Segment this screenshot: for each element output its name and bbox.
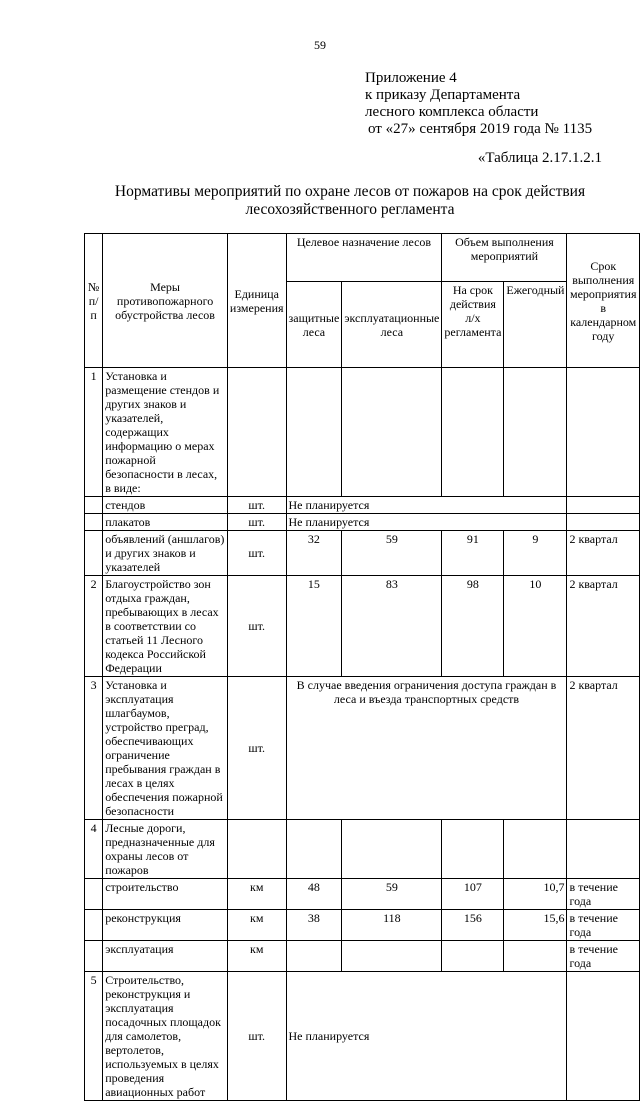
row-num: 2	[85, 576, 103, 677]
header-measures: Меры противопожарного обустройства лесов	[103, 234, 228, 368]
row-note: Не планируется	[286, 514, 567, 531]
row-note: Не планируется	[286, 972, 567, 1101]
heading-line: лесохозяйственного регламента	[245, 201, 455, 218]
row-note: Не планируется	[286, 497, 567, 514]
row-num: 5	[85, 972, 103, 1101]
row-total: 91	[442, 531, 504, 576]
row-deadline: в течение года	[567, 879, 640, 910]
row-exploitation: 118	[342, 910, 442, 941]
row-total: 156	[442, 910, 504, 941]
row-deadline: в течение года	[567, 910, 640, 941]
row-unit: шт.	[227, 677, 286, 820]
header-protective: защитные леса	[286, 282, 342, 368]
row-name: эксплуатация	[103, 941, 228, 972]
table-row	[85, 576, 640, 677]
row-protective: 32	[286, 531, 342, 576]
row-deadline: в течение года	[567, 941, 640, 972]
row-protective: 48	[286, 879, 342, 910]
table-row	[85, 497, 640, 514]
row-annual: 15,6	[504, 910, 567, 941]
table-row	[85, 820, 640, 879]
row-name: строительство	[103, 879, 228, 910]
page-number: 59	[314, 38, 326, 52]
row-annual: 10	[504, 576, 567, 677]
row-unit: шт.	[227, 576, 286, 677]
row-name: Строительство, реконструкция и эксплуатация посадочных площадок для самолетов, вертолетов, используемых в целях проведения авиационных работ	[103, 972, 228, 1101]
header-period-total: На срок действия л/х регламента	[442, 282, 504, 368]
row-exploitation: 59	[342, 531, 442, 576]
appendix-line: Приложение 4	[365, 70, 457, 86]
row-name: объявлений (аншлагов) и других знаков и указателей	[103, 531, 228, 576]
table-reference: «Таблица 2.17.1.2.1	[477, 150, 602, 166]
row-name: плакатов	[103, 514, 228, 531]
table-heading	[60, 183, 640, 219]
row-name: реконструкция	[103, 910, 228, 941]
row-unit: шт.	[227, 497, 286, 514]
table-row	[85, 531, 640, 576]
heading-line: Нормативы мероприятий по охране лесов от пожаров на срок действия	[114, 183, 586, 200]
row-deadline: 2 квартал	[567, 576, 640, 677]
appendix-block	[365, 70, 592, 138]
row-deadline: 2 квартал	[567, 531, 640, 576]
table-row	[85, 941, 640, 972]
appendix-line: к приказу Департамента	[365, 87, 521, 103]
row-protective: 38	[286, 910, 342, 941]
header-annual: Ежегодный	[504, 282, 567, 368]
row-unit: шт.	[227, 531, 286, 576]
row-protective: 15	[286, 576, 342, 677]
table-row	[85, 972, 640, 1101]
table-row	[85, 677, 640, 820]
row-unit: км	[227, 910, 286, 941]
header-unit: Единица измерения	[227, 234, 286, 368]
appendix-line: лесного комплекса области	[365, 104, 539, 120]
row-num: 1	[85, 368, 103, 497]
row-deadline: 2 квартал	[567, 677, 640, 820]
table-row	[85, 368, 640, 497]
row-total: 107	[442, 879, 504, 910]
row-exploitation: 83	[342, 576, 442, 677]
row-annual: 9	[504, 531, 567, 576]
header-num: № п/п	[85, 234, 103, 368]
fire-measures-table	[84, 233, 640, 1101]
row-unit: шт.	[227, 972, 286, 1101]
row-total: 98	[442, 576, 504, 677]
header-volume: Объем выполнения мероприятий	[442, 234, 567, 282]
table-row	[85, 910, 640, 941]
row-annual: 10,7	[504, 879, 567, 910]
row-name: стендов	[103, 497, 228, 514]
appendix-line: от «27» сентября 2019 года № 1135	[368, 121, 593, 137]
row-name: Установка и размещение стендов и других знаков и указателей, содержащих информацию о мерах пожарной безопасности в лесах, в виде:	[103, 368, 228, 497]
header-deadline: Срок выполнения мероприятия в календарном году	[567, 234, 640, 368]
header-target: Целевое назначение лесов	[286, 234, 442, 282]
row-num: 4	[85, 820, 103, 879]
row-name: Установка и эксплуатация шлагбаумов, устройство преград, обеспечивающих ограничение пребывания граждан в лесах в целях обеспечения пожарной безопасности	[103, 677, 228, 820]
row-exploitation: 59	[342, 879, 442, 910]
row-unit: шт.	[227, 514, 286, 531]
header-exploitation: эксплуатационные леса	[342, 282, 442, 368]
table-row	[85, 514, 640, 531]
row-name: Лесные дороги, предназначенные для охраны лесов от пожаров	[103, 820, 228, 879]
row-note: В случае введения ограничения доступа граждан в леса и въезда транспортных средств	[286, 677, 567, 820]
row-num: 3	[85, 677, 103, 820]
row-unit: км	[227, 941, 286, 972]
row-name: Благоустройство зон отдыха граждан, пребывающих в лесах в соответствии со статьей 11 Лесного кодекса Российской Федерации	[103, 576, 228, 677]
row-unit: км	[227, 879, 286, 910]
